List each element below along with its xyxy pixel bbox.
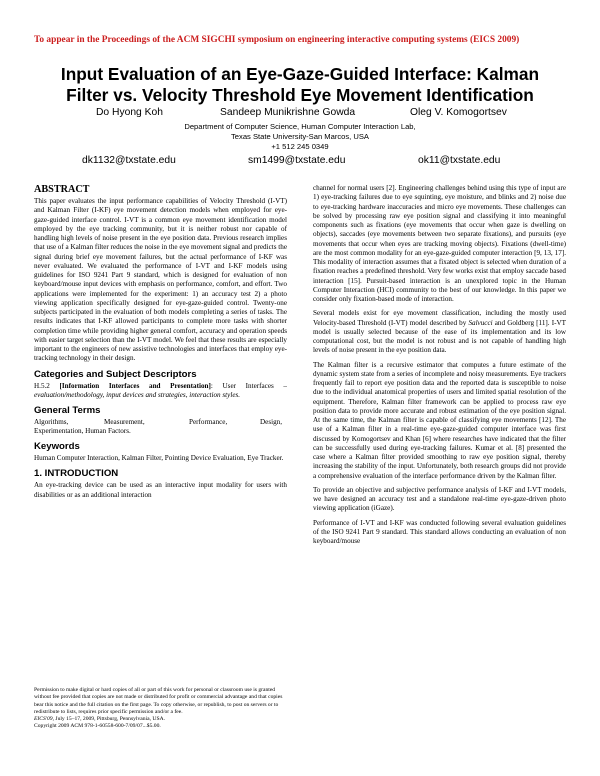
author-name-gowda: Sandeep Munikrishne Gowda: [220, 107, 356, 118]
term-design: Design,: [260, 418, 283, 426]
general-terms-text: [34, 418, 287, 438]
author-names: [34, 107, 566, 121]
term-measurement: Measurement,: [104, 418, 145, 426]
affiliation-dept: Department of Computer Science, Human Computer Interaction Lab,: [184, 122, 416, 131]
categories-code: H.5.2: [34, 381, 60, 390]
copyright-line: Copyright 2009 ACM 978-1-60558-600-7/09/07...$5.00.: [34, 723, 161, 730]
introduction-heading: 1. INTRODUCTION: [34, 468, 119, 480]
permission-footnote: [34, 687, 287, 731]
term-performance: Performance,: [189, 418, 228, 426]
intro-paragraph-1: channel for normal users [2]. Engineering challenges behind using this type of input are 1) eye-tracking failures due to eye squinting, eye moisture, and blinks and 2) noise due to eye-tracking hardware inaccuracies and micro eye movements. These challenges can be solved by processing raw eye position signal and classifying it into meaningful components such as fixations (eye movements that occur when gaze is dwelling on objects), saccades (eye movements between two separate fixations), and pursuits (eye movements that occur when eyes are tracking moving objects). Fixations (dwell-time) are the most common modality for an eye-gaze-guided computer interaction [9, 13, 17]. This modality of interaction assumes that a fixated object is selected when duration of a fixation reaches a predefined threshold. Very few works exist that employ saccade based interaction [15]. Pursuit-based interaction is an unexplored topic in the Human Computer Interaction (HCI) community to the best of our knowledge. In this paper we consider only fixation-based mode of interaction.: [313, 184, 566, 303]
email-gowda[interactable]: sm1499@txstate.edu: [248, 155, 346, 166]
title-line-1: Input Evaluation of an Eye-Gaze-Guided Interface: Kalman: [60, 64, 540, 84]
venue-name: EICS'09,: [34, 716, 54, 723]
left-column: [34, 184, 287, 500]
affiliation-univ: Texas State University-San Marcos, USA: [231, 132, 369, 141]
author-emails: [34, 155, 566, 169]
para2-start: Several models exist for eye movement classification, including the mostly used Velocity-based Threshold (I-VT) model described by: [313, 309, 566, 327]
intro-paragraph-4: To provide an objective and subjective performance analysis of I-KF and I-VT models, we have designed an accuracy test and a standalone real-time eye-gaze-driven photo viewing application (iGaze).: [313, 485, 566, 513]
author-name-komogortsev: Oleg V. Komogortsev: [410, 107, 507, 118]
abstract-heading: ABSTRACT: [34, 184, 90, 195]
email-koh[interactable]: dk1132@txstate.edu: [82, 155, 176, 166]
intro-paragraph-3: The Kalman filter is a recursive estimator that computes a future estimate of the dynamic system state from a series of incomplete and noisy measurements. Eye trackers frequently fail to report eye position data and the reported data is susceptible to noise due to the individual anatomical properties of users and limited spatial resolution of the equipment. Therefore, Kalman filter framework can be applied to process raw eye position data to provide more accurate and robust estimation of the eye position signal. At the same time, the Kalman filter is capable of classifying eye movements [12]. The use of a Kalman filter in a real-time eye-gaze-guided computer interface was first discussed by Komogortsev and Khan [6] where researches have indicated that the filter can be successfully used during eye-tracking failures. Kumar et al. [8] presented the case where a Kalman filter provided smoothing to raw eye position signal, thereby increasing the stability of the input. Unfortunately, both research groups did not provide a comprehensive evaluation of the interface performance driven by the Kalman filter.: [313, 360, 566, 480]
para2-italic: Salvucci: [468, 318, 493, 327]
general-terms-heading: General Terms: [34, 405, 101, 416]
categories-rest: : User Interfaces –: [210, 381, 287, 390]
affiliation-phone: +1 512 245 0349: [271, 142, 329, 151]
venue-details: July 15–17, 2009, Pittsburg, Pennsylvania, USA.: [54, 716, 166, 723]
right-column: [313, 184, 566, 546]
introduction-text: An eye-tracking device can be used as an interactive input modality for users with disabilities or as an additional interaction: [34, 481, 287, 499]
categories-italic: evaluation/methodology, input devices and strategies, interaction styles.: [34, 390, 241, 399]
paper-title: [34, 64, 566, 106]
keywords-heading: Keywords: [34, 441, 80, 452]
terms-row-2: Experimentation, Human Factors.: [34, 427, 131, 435]
categories-bold: [Information Interfaces and Presentation]: [59, 381, 211, 390]
para2-end: and Goldberg [11]. I-VT model is usually selected because of the ease of its implementation and its low computational cost, but the model is not robust and is not capable of handling high levels of noise present in the eye position data.: [313, 318, 566, 355]
keywords-text: Human Computer Interaction, Kalman Filter, Pointing Device Evaluation, Eye Tracker.: [34, 454, 284, 462]
intro-paragraph-2: [313, 309, 566, 355]
affiliation: [34, 122, 566, 152]
author-name-koh: Do Hyong Koh: [96, 107, 163, 118]
proceedings-banner: To appear in the Proceedings of the ACM SIGCHI symposium on engineering interactive computing systems (EICS 2009): [34, 35, 520, 45]
abstract-text: This paper evaluates the input performance capabilities of Velocity Threshold (I-VT) and Kalman Filter (I-KF) eye movement detection models when employed for eye-gaze-guided interface control. I-VT is a common eye movement identification model employed by the eye tracking community, but it is neither robust nor capable of handling high levels of noise present in the eye position data. Previous research implies that use of a Kalman filter reduces the noise in the eye movement signal and predicts the signal during brief eye movement failures, but the actual performance of I-KF was never evaluated. We evaluated the performance of I-VT and I-KF models using guidelines for ISO 9241 Part 9 standard, which is designed for evaluation of non keyboard/mouse input devices with emphasis on performance, comfort, and effort. Two applications were implemented for the experiment: 1) an accuracy test 2) a photo viewing application specifically designed for eye-gaze-guided control. Twenty-one subjects participated in the evaluation of both models completing a series of tasks. The results indicates that I-KF allowed participants to complete more tasks with shorter completion time while providing higher general comfort, accuracy and operation speeds with easier target selection than the I-VT model. We feel that these results are especially important to the engineers of new assistive technologies and interfaces that employ eye-tracking technology in their design.: [34, 197, 288, 363]
term-algorithms: Algorithms,: [34, 418, 69, 426]
categories-text: [34, 382, 287, 401]
email-komogortsev[interactable]: ok11@txstate.edu: [418, 155, 501, 166]
permission-text: Permission to make digital or hard copies of all or part of this work for personal or classroom use is granted without fee provided that copies are not made or distributed for profit or commercial advantage and that copies bear this notice and the full citation on the first page. To copy otherwise, or republish, to post on servers or to redistribute to lists, requires prior specific permission and/or a fee.: [34, 687, 283, 715]
title-line-2: Filter vs. Velocity Threshold Eye Movement Identification: [66, 85, 534, 105]
intro-paragraph-5: Performance of I-VT and I-KF was conducted following several evaluation guidelines of the ISO 9241 Part 9 standard. This standard allows conducting an evaluation of non keyboard/mouse: [313, 518, 566, 545]
categories-heading: Categories and Subject Descriptors: [34, 368, 197, 380]
